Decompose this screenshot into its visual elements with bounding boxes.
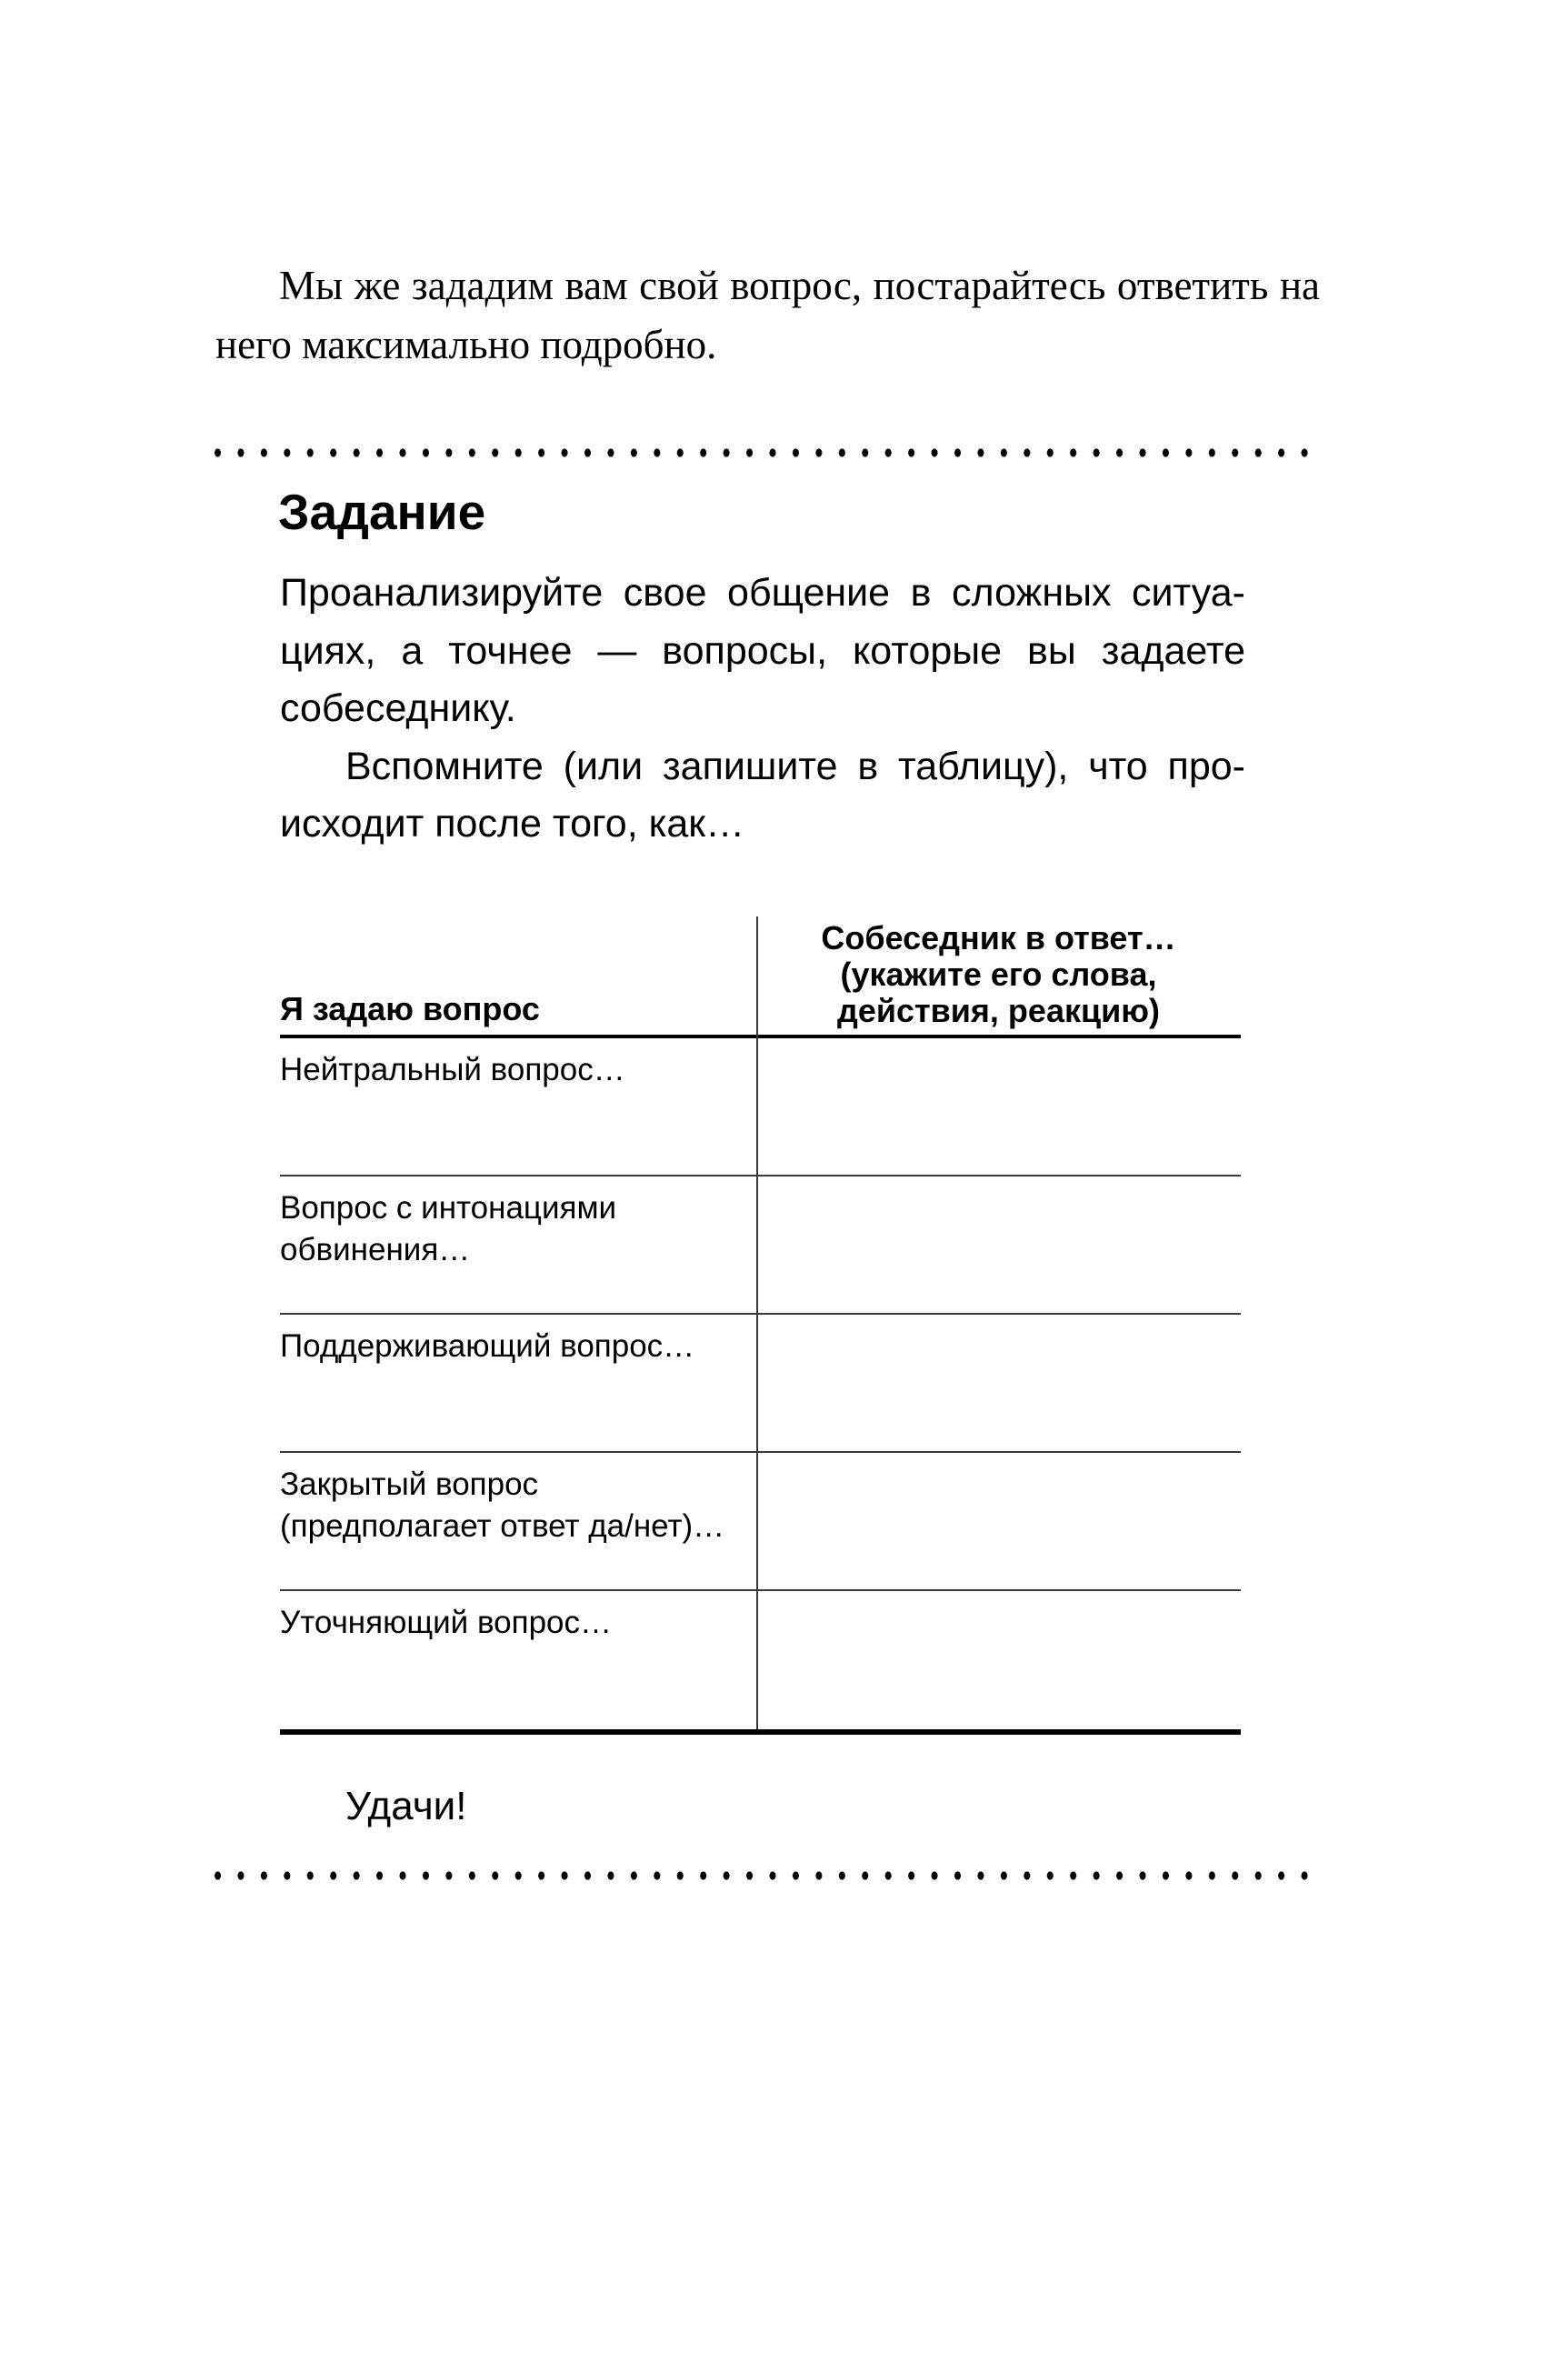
question-type-label: [280, 1049, 745, 1175]
question-type-label-line: (предполагает ответ да/нет)…: [280, 1508, 725, 1544]
task-description: [280, 565, 1245, 854]
column-header-response-line: (укажите его слова,: [840, 956, 1157, 993]
answer-cell-blank: [745, 1326, 1241, 1451]
answer-cell-blank: [745, 1602, 1241, 1729]
question-type-label-line: Уточняющий вопрос…: [280, 1605, 613, 1640]
question-type-label: [280, 1326, 745, 1451]
task-paragraph-1: Проанализируйте свое общение в сложных ситуациях, а точнее — вопросы, которые вы задаете собеседнику.: [280, 571, 1245, 730]
question-type-label-line: Вопрос с интонациями: [280, 1190, 617, 1226]
column-header-my-question: Я задаю вопрос: [280, 990, 540, 1027]
table-body: [280, 1035, 1241, 1735]
table-row: [280, 1038, 1241, 1176]
table-row: [280, 1453, 1241, 1591]
question-type-label-line: Поддерживающий вопрос…: [280, 1328, 695, 1364]
question-type-label-line: Закрытый вопрос: [280, 1467, 539, 1502]
question-type-label: [280, 1187, 745, 1313]
questions-table: [280, 916, 1241, 1735]
answer-cell-blank: [745, 1187, 1241, 1313]
table-row: [280, 1315, 1241, 1453]
table-row: [280, 1176, 1241, 1315]
question-type-label: [280, 1464, 745, 1589]
closing-text: Удачи!: [345, 1784, 467, 1828]
column-header-response-line: Собеседник в ответ…: [821, 919, 1176, 956]
dotted-divider-top: [215, 446, 1308, 459]
question-type-label: [280, 1602, 745, 1729]
dotted-divider-bottom: [215, 1869, 1308, 1882]
table-header-row: [280, 916, 1241, 1035]
question-type-label-line: Нейтральный вопрос…: [280, 1052, 625, 1087]
column-divider-line: [756, 916, 758, 1729]
question-type-label-line: обвинения…: [280, 1232, 471, 1267]
answer-cell-blank: [745, 1049, 1241, 1175]
intro-paragraph: Мы же зададим вам свой вопрос, постарайтесь ответить на него максимально подробно.: [215, 263, 1320, 367]
column-header-response: [756, 916, 1241, 1035]
answer-cell-blank: [745, 1464, 1241, 1589]
table-row: [280, 1591, 1241, 1729]
column-header-response-line: действия, реакцию): [837, 992, 1160, 1029]
task-paragraph-2: Вспомните (или запишите в таблицу), что происходит после того, как…: [280, 744, 1245, 846]
task-heading: Задание: [278, 484, 486, 540]
